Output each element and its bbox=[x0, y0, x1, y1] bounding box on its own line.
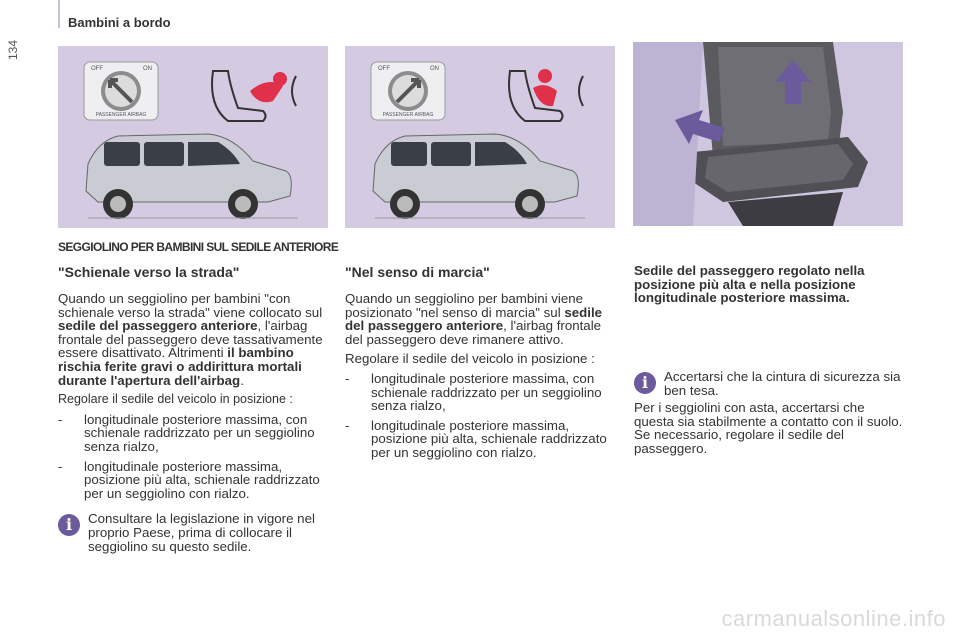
airbag-switch-icon bbox=[84, 62, 158, 120]
col2-list bbox=[345, 372, 617, 460]
svg-text:PASSENGER AIRBAG: PASSENGER AIRBAG bbox=[95, 112, 147, 118]
watermark: carmanualsonline.info bbox=[721, 606, 946, 631]
list-item: - longitudinale posteriore massima, posizione più alta, schienale raddrizzato per un seggiolino con rialzo. bbox=[345, 419, 617, 460]
svg-text:OFF: OFF bbox=[378, 66, 390, 72]
col1-title: "Schienale verso la strada" bbox=[58, 264, 240, 280]
col1-info-text: Consultare la legislazione in vigore nel proprio Paese, prima di collocare il seggiolino su questo sedile. bbox=[88, 511, 315, 554]
car-illustration bbox=[373, 134, 585, 219]
info-icon: i bbox=[58, 514, 80, 536]
seat-photo bbox=[633, 42, 868, 226]
col3-body bbox=[634, 370, 906, 462]
col3-info-text: Accertarsi che la cintura di sicurezza sia ben tesa. bbox=[664, 369, 901, 398]
col3-info-box bbox=[634, 370, 906, 397]
col2-body bbox=[345, 292, 617, 466]
col2-intro: Quando un seggiolino per bambini viene posizionato "nel senso di marcia" sul sedile del passeggero anteriore, l'airbag frontale del passeggero deve rimanere attivo. bbox=[345, 291, 603, 347]
svg-text:OFF: OFF bbox=[91, 66, 103, 72]
info-icon: i bbox=[634, 372, 656, 394]
col3-caption: Sedile del passeggero regolato nella posizione più alta e nella posizione longitudinale posteriore massima. bbox=[634, 263, 865, 306]
col1-info-box bbox=[58, 512, 330, 553]
sidebar-line bbox=[58, 0, 60, 28]
list-item: - longitudinale posteriore massima, posizione più alta, schienale raddrizzato per un seggiolino con rialzo. bbox=[58, 460, 330, 501]
col2-adjust: Regolare il sedile del veicolo in posizione : bbox=[345, 351, 595, 367]
illustration-passenger-seat bbox=[633, 42, 903, 226]
illustration-rear-facing bbox=[58, 46, 328, 228]
col2-title: "Nel senso di marcia" bbox=[345, 264, 490, 280]
col1-body bbox=[58, 292, 330, 553]
list-item: - longitudinale posteriore massima, con schienale raddrizzato per un seggiolino senza rialzo, bbox=[345, 372, 617, 413]
seat-child-forward-icon bbox=[509, 69, 583, 121]
col1-adjust: Regolare il sedile del veicolo in posizione : bbox=[58, 392, 293, 407]
svg-text:PASSENGER AIRBAG: PASSENGER AIRBAG bbox=[382, 112, 434, 118]
col3-para: Per i seggiolini con asta, accertarsi che questa sia stabilmente a contatto con il suolo. Se necessario, regolare il sedile del passeggero. bbox=[634, 400, 903, 456]
col1-intro: Quando un seggiolino per bambini "con schienale verso la strada" viene collocato sul sedile del passeggero anteriore, l'airbag frontale del passeggero deve tassativamente essere disattivato. Altrimenti il bambino rischia ferite gravi o addirittura mortali durante l'apertura dell'airbag. bbox=[58, 291, 323, 388]
page-header: Bambini a bordo bbox=[68, 15, 171, 30]
seat-child-rear-icon bbox=[212, 71, 296, 121]
svg-text:ON: ON bbox=[143, 66, 152, 72]
col1-list bbox=[58, 413, 330, 501]
list-item: - longitudinale posteriore massima, con schienale raddrizzato per un seggiolino senza rialzo, bbox=[58, 413, 330, 454]
svg-text:ON: ON bbox=[430, 66, 439, 72]
illustration-forward-facing bbox=[345, 46, 615, 228]
section-title: SEGGIOLINO PER BAMBINI SUL SEDILE ANTERIORE bbox=[58, 240, 339, 254]
airbag-switch-icon bbox=[371, 62, 445, 120]
page-number: 134 bbox=[6, 39, 20, 60]
car-illustration bbox=[86, 134, 298, 219]
